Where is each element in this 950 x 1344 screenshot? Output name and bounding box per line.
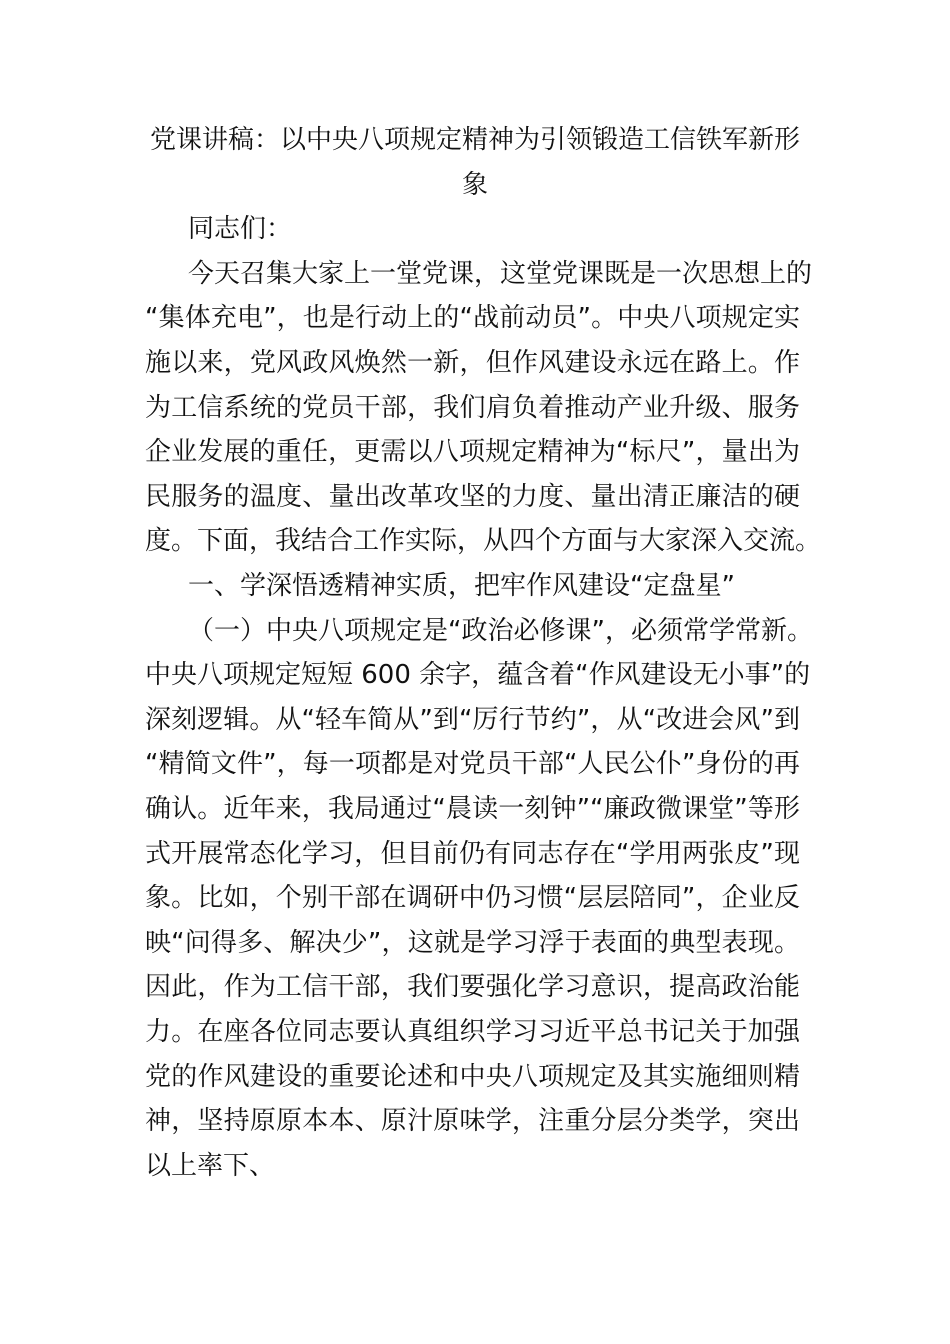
intro-paragraph-line: 度。下面，我结合工作实际，从四个方面与大家深入交流。: [145, 526, 822, 557]
title-line: 象: [461, 169, 488, 200]
intro-paragraph-line: 今天召集大家上一堂党课，这堂党课既是一次思想上的: [188, 258, 813, 289]
intro-paragraph-line: 民服务的温度、量出改革攻坚的力度、量出清正廉洁的硬: [145, 481, 800, 512]
title-line: 党课讲稿：以中央八项规定精神为引领锻造工信铁军新形: [149, 125, 800, 155]
intro-paragraph-line: 施以来，党风政风焕然一新，但作风建设永远在路上。作: [145, 348, 800, 378]
subsection-paragraph-1-line: 因此，作为工信干部，我们要强化学习意识，提高政治能: [145, 972, 800, 1003]
subsection-paragraph-1-line: 映“问得多、解决少”，这就是学习浮于表面的典型表现。: [145, 927, 800, 958]
intro-paragraph-line: 为工信系统的党员干部，我们肩负着推动产业升级、服务: [145, 392, 800, 423]
subsection-paragraph-1-line: 神，坚持原原本本、原汁原味学，注重分层分类学，突出: [145, 1106, 800, 1137]
subsection-paragraph-1-line: “精简文件”，每一项都是对党员干部“人民公仆”身份的再: [145, 749, 800, 780]
intro-paragraph-line: 企业发展的重任，更需以八项规定精神为“标尺”，量出为: [145, 437, 800, 468]
subsection-paragraph-1-line: 式开展常态化学习，但目前仍有同志存在“学用两张皮”现: [145, 838, 800, 869]
subsection-paragraph-1-line: （一）中央八项规定是“政治必修课”，必须常学常新。: [188, 615, 813, 646]
section-heading-1-line: 一、学深悟透精神实质，把牢作风建设“定盘星”: [188, 571, 735, 601]
subsection-paragraph-1-line: 象。比如，个别干部在调研中仍习惯“层层陪同”，企业反: [145, 883, 800, 914]
subsection-paragraph-1-line: 确认。近年来，我局通过“晨读一刻钟”“廉政微课堂”等形: [145, 794, 800, 824]
subsection-paragraph-1-line: 以上率下、: [145, 1150, 276, 1181]
subsection-paragraph-1-line: 党的作风建设的重要论述和中央八项规定及其实施细则精: [145, 1061, 800, 1092]
subsection-paragraph-1-line: 力。在座各位同志要认真组织学习习近平总书记关于加强: [145, 1017, 800, 1047]
subsection-paragraph-1-line: 深刻逻辑。从“轻车简从”到“厉行节约”，从“改进会风”到: [145, 704, 800, 735]
subsection-paragraph-1-line: 中央八项规定短短 600 余字，蕴含着“作风建设无小事”的: [145, 660, 811, 691]
intro-paragraph-line: “集体充电”，也是行动上的“战前动员”。中央八项规定实: [145, 303, 800, 334]
salutation: 同志们：: [188, 214, 293, 245]
